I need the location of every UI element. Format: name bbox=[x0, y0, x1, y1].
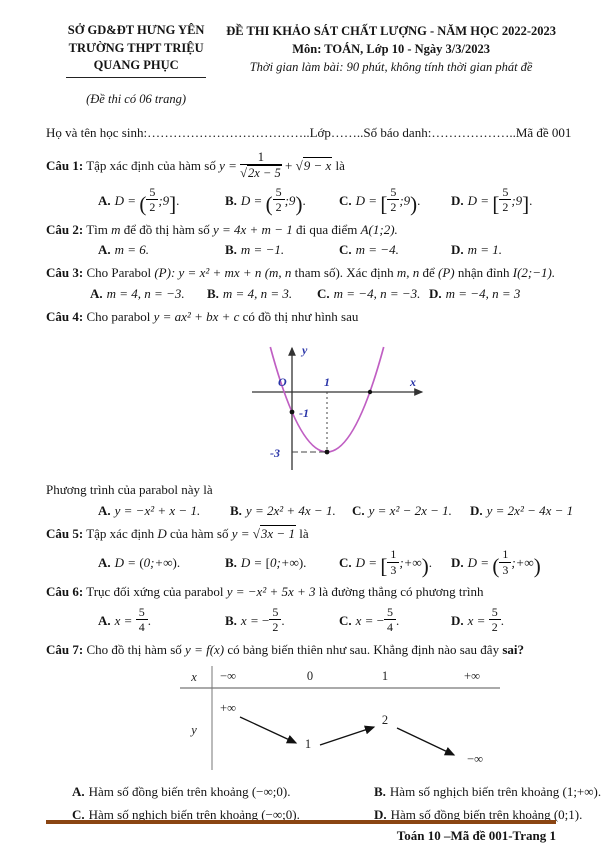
x-value-pos-inf: +∞ bbox=[464, 669, 480, 684]
option-end: . bbox=[147, 612, 151, 628]
q5-stem-2: của hàm số bbox=[169, 525, 229, 541]
option-rest: ;9 bbox=[284, 192, 296, 208]
option-rest: ;9 bbox=[399, 192, 411, 208]
x-intercept-point bbox=[368, 390, 372, 394]
y-tick-minus3-label: -3 bbox=[270, 446, 280, 461]
open-delimiter: [ bbox=[380, 191, 388, 216]
option-pre: D = bbox=[355, 555, 378, 571]
option-letter: B. bbox=[207, 285, 219, 301]
option-letter: B. bbox=[225, 242, 237, 258]
frac-numerator: 5 bbox=[489, 606, 501, 620]
q1-option-b bbox=[225, 186, 339, 215]
option-pre: x = bbox=[240, 612, 259, 628]
q7-stem-1: Cho đồ thị hàm số bbox=[86, 641, 182, 657]
option-text: m = 1. bbox=[467, 242, 503, 258]
option-letter: C. bbox=[72, 807, 85, 823]
q1-plus: + bbox=[284, 158, 293, 174]
q1-fraction bbox=[240, 150, 282, 180]
frac-denominator: 2 bbox=[275, 200, 282, 215]
option-letter: C. bbox=[339, 192, 352, 208]
option-letter: C. bbox=[339, 242, 352, 258]
frac-denominator: 2 bbox=[149, 200, 156, 215]
option-rest: ;+∞ bbox=[399, 555, 422, 571]
open-delimiter: [ bbox=[265, 554, 270, 570]
option-text: m = 6. bbox=[114, 242, 150, 258]
q2-options bbox=[46, 242, 556, 258]
option-letter: A. bbox=[98, 612, 111, 628]
radical-sign: √ bbox=[252, 525, 260, 541]
option-pre: D = bbox=[355, 192, 378, 208]
q1-option-d bbox=[451, 186, 556, 215]
option-letter: D. bbox=[429, 285, 442, 301]
y-row-label: y bbox=[191, 723, 197, 738]
q6-option-d bbox=[451, 606, 556, 635]
option-letter: D. bbox=[451, 242, 464, 258]
option-text: m = 4, n = −3. bbox=[106, 285, 185, 301]
x-value-neg-inf: −∞ bbox=[220, 669, 236, 684]
option-fraction bbox=[136, 606, 148, 635]
q7-option-a bbox=[72, 784, 374, 800]
q3-stem-4: nhận đỉnh bbox=[457, 265, 510, 281]
q5-label: Câu 5: bbox=[46, 525, 84, 541]
option-content: 0;+∞ bbox=[143, 554, 173, 570]
q2-stem-2: để đồ thị hàm số bbox=[123, 221, 210, 237]
q3-stem-3: để bbox=[422, 265, 435, 281]
q3-stem-2: tham số). Xác định bbox=[294, 265, 394, 281]
class-label: Lớp bbox=[309, 125, 331, 140]
q1-option-c bbox=[339, 186, 451, 215]
q5-option-a bbox=[98, 555, 225, 571]
origin-label: O bbox=[278, 375, 287, 390]
q5-options bbox=[46, 548, 556, 577]
q2-label: Câu 2: bbox=[46, 221, 84, 237]
open-delimiter: ( bbox=[492, 554, 500, 579]
q4-stem-1: Cho parabol bbox=[86, 308, 151, 324]
close-delimiter: ] bbox=[169, 191, 177, 216]
variation-table-figure bbox=[180, 664, 502, 772]
option-letter: A. bbox=[98, 192, 111, 208]
time-line: Thời gian làm bài: 90 phút, không tính thời gian phát đề bbox=[249, 60, 533, 75]
frac-denominator: 3 bbox=[502, 562, 509, 577]
option-fraction bbox=[269, 606, 281, 635]
option-letter: A. bbox=[98, 242, 111, 258]
option-fraction bbox=[387, 186, 399, 215]
q3-option-d bbox=[429, 286, 556, 302]
arrow-decreasing-2 bbox=[397, 728, 454, 755]
q1-radicand-1: 2x − 5 bbox=[247, 166, 281, 180]
option-letter: B. bbox=[230, 502, 242, 518]
option-text: Hàm số nghịch biến trên khoảng (−∞;0). bbox=[88, 807, 300, 823]
q7-math-fx: y = f(x) bbox=[185, 641, 225, 657]
option-content: 0;+∞ bbox=[269, 554, 299, 570]
q3-math-mn: m, n bbox=[396, 265, 420, 281]
q2-math-line: y = 4x + m − 1 bbox=[212, 221, 293, 237]
option-fraction bbox=[384, 606, 396, 635]
q7-emphasis: sai? bbox=[502, 641, 524, 657]
option-pre: x = bbox=[467, 612, 486, 628]
q6-option-a bbox=[98, 606, 225, 635]
q7-stem-2: có bảng biến thiên như sau. Khẳng định nào sau đây bbox=[227, 641, 500, 657]
frac-numerator: 5 bbox=[136, 606, 148, 620]
option-pre: D = bbox=[467, 555, 490, 571]
q3-label: Câu 3: bbox=[46, 265, 84, 281]
option-pre: x = bbox=[355, 612, 374, 628]
q1-frac-denominator bbox=[240, 165, 282, 180]
q4-option-d bbox=[470, 503, 573, 519]
option-letter: D. bbox=[374, 807, 387, 823]
option-text: Hàm số đồng biến trên khoảng (−∞;0). bbox=[88, 784, 291, 800]
option-letter: D. bbox=[451, 192, 464, 208]
footer-text: Toán 10 –Mã đề 001-Trang 1 bbox=[396, 828, 556, 843]
q4-subquestion bbox=[46, 480, 556, 500]
q3-math-vertex: I(2;−1). bbox=[512, 265, 556, 281]
option-pre: x = bbox=[114, 612, 133, 628]
q1-radicand-2: 9 − x bbox=[303, 158, 332, 174]
q4-sub-text: Phương trình của parabol này là bbox=[46, 482, 213, 498]
q1-sqrt-2 bbox=[296, 157, 333, 173]
option-letter: A. bbox=[98, 502, 111, 518]
q6-option-b bbox=[225, 606, 339, 635]
option-letter: A. bbox=[98, 554, 111, 570]
department-name: SỞ GD&ĐT HƯNG YÊN bbox=[67, 23, 205, 37]
frac-numerator: 5 bbox=[499, 186, 511, 200]
close-delimiter: ) bbox=[421, 554, 429, 579]
q2-math-m: m bbox=[111, 221, 121, 237]
option-pre: D = bbox=[467, 192, 490, 208]
question-4 bbox=[46, 307, 556, 327]
q4-option-a bbox=[98, 503, 230, 519]
option-pre: D = bbox=[114, 192, 137, 208]
option-letter: B. bbox=[225, 612, 237, 628]
q3-option-c bbox=[317, 286, 429, 302]
option-fraction bbox=[387, 548, 399, 577]
q3-option-b bbox=[207, 286, 317, 302]
frac-denominator: 3 bbox=[390, 562, 397, 577]
frac-denominator: 2 bbox=[272, 620, 279, 635]
footer-rule bbox=[46, 820, 556, 824]
option-pre: D = bbox=[240, 192, 263, 208]
open-delimiter: [ bbox=[492, 191, 500, 216]
option-letter: B. bbox=[225, 192, 237, 208]
candidate-id-label: Số báo danh: bbox=[363, 125, 432, 140]
y-end-value: −∞ bbox=[467, 752, 483, 767]
option-text: y = 2x² − 4x − 1 bbox=[486, 502, 574, 518]
q2-stem-3: đi qua điểm bbox=[295, 221, 358, 237]
q5-option-b bbox=[225, 555, 339, 571]
q4-figure-wrap bbox=[232, 332, 556, 476]
q5-option-c bbox=[339, 548, 451, 577]
frac-numerator: 1 bbox=[387, 548, 399, 562]
y-start-value: +∞ bbox=[220, 701, 236, 716]
q7-options bbox=[46, 784, 602, 823]
q1-tail: là bbox=[335, 158, 345, 174]
option-sign: − bbox=[261, 612, 270, 628]
question-2 bbox=[46, 220, 556, 240]
x-row-label: x bbox=[191, 670, 197, 685]
open-delimiter: ( bbox=[139, 554, 144, 570]
open-delimiter: ( bbox=[139, 191, 147, 216]
option-text: Hàm số nghịch biến trên khoảng (1;+∞). bbox=[389, 784, 602, 800]
option-text: m = 4, n = 3. bbox=[222, 285, 293, 301]
option-text: m = −4. bbox=[355, 242, 399, 258]
x-value-1: 1 bbox=[381, 669, 389, 684]
frac-numerator: 5 bbox=[269, 606, 281, 620]
frac-denominator: 2 bbox=[390, 200, 397, 215]
q5-tail: là bbox=[299, 525, 309, 541]
q5-radicand: 3x − 1 bbox=[260, 525, 295, 541]
option-letter: C. bbox=[339, 612, 352, 628]
option-letter: C. bbox=[339, 555, 352, 571]
option-end: . bbox=[302, 192, 306, 208]
option-letter: B. bbox=[374, 784, 386, 800]
frac-numerator: 1 bbox=[499, 548, 511, 562]
option-text: m = −4, n = −3. bbox=[333, 285, 421, 301]
option-sign: − bbox=[376, 612, 385, 628]
candidate-id-dots: ……………….. bbox=[431, 125, 516, 140]
q5-sqrt bbox=[253, 525, 296, 541]
option-end: . bbox=[529, 192, 533, 208]
option-end: . bbox=[176, 554, 181, 570]
parabola-curve bbox=[270, 347, 383, 452]
option-end: . bbox=[500, 612, 504, 628]
q6-options bbox=[46, 606, 556, 635]
pages-note: (Đề thi có 06 trang) bbox=[86, 91, 187, 106]
q7-label: Câu 7: bbox=[46, 641, 84, 657]
question-1 bbox=[46, 150, 556, 180]
q1-math-lhs: y = bbox=[219, 158, 237, 174]
q3-math-p: (P) bbox=[438, 265, 455, 281]
radical-sign: √ bbox=[240, 166, 247, 180]
option-rest: ;9 bbox=[158, 192, 170, 208]
option-fraction bbox=[499, 186, 511, 215]
q2-stem-1: Tìm bbox=[86, 221, 108, 237]
q3-math-params: (m, n bbox=[264, 265, 292, 281]
q2-option-b bbox=[225, 242, 339, 258]
option-text: y = x² − 2x − 1. bbox=[368, 502, 452, 518]
option-letter: C. bbox=[317, 285, 330, 301]
y-axis-label: y bbox=[302, 343, 308, 358]
option-end: . bbox=[303, 554, 307, 570]
exam-code: Mã đề 001 bbox=[515, 125, 572, 140]
close-delimiter: ] bbox=[522, 191, 530, 216]
arrow-increasing bbox=[320, 727, 374, 745]
option-end: . bbox=[417, 192, 421, 208]
q2-option-d bbox=[451, 242, 556, 258]
x-tick-label: 1 bbox=[324, 375, 330, 390]
frac-denominator: 4 bbox=[138, 620, 145, 635]
open-delimiter: ( bbox=[265, 191, 273, 216]
q4-option-c bbox=[352, 503, 470, 519]
school-name: TRƯỜNG THPT TRIỆU QUANG PHỤC bbox=[68, 40, 204, 72]
parabola-figure bbox=[232, 332, 442, 472]
exam-header bbox=[46, 22, 556, 108]
q4-stem-2: có đồ thị như hình sau bbox=[242, 308, 359, 324]
frac-denominator: 2 bbox=[502, 200, 509, 215]
x-axis-label: x bbox=[410, 375, 416, 390]
option-fraction bbox=[499, 548, 511, 577]
page-footer bbox=[46, 820, 556, 844]
q6-stem-2: là đường thẳng có phương trình bbox=[318, 584, 484, 600]
question-5 bbox=[46, 524, 556, 544]
exam-title: ĐỀ THI KHẢO SÁT CHẤT LƯỢNG - NĂM HỌC 2022-2023 bbox=[226, 24, 556, 38]
option-text: Hàm số đồng biến trên khoảng (0;1). bbox=[390, 807, 583, 823]
option-letter: D. bbox=[470, 502, 483, 518]
q6-label: Câu 6: bbox=[46, 584, 84, 600]
option-fraction bbox=[489, 606, 501, 635]
option-end: . bbox=[176, 192, 180, 208]
question-7 bbox=[46, 640, 556, 660]
q7-table-wrap bbox=[180, 664, 556, 776]
issuer-block bbox=[46, 22, 226, 108]
option-text: m = −4, n = 3 bbox=[445, 285, 521, 301]
option-text: y = −x² + x − 1. bbox=[114, 502, 201, 518]
option-letter: D. bbox=[451, 555, 464, 571]
q6-math-equation: y = −x² + 5x + 3 bbox=[226, 584, 316, 600]
q7-option-b bbox=[374, 784, 601, 800]
option-end: . bbox=[396, 612, 400, 628]
frac-numerator: 5 bbox=[387, 186, 399, 200]
close-delimiter: ) bbox=[295, 191, 303, 216]
school-underline bbox=[66, 76, 206, 78]
option-letter: A. bbox=[90, 285, 103, 301]
student-name-dots: ……………………………….. bbox=[147, 125, 310, 140]
q6-stem-1: Trục đối xứng của parabol bbox=[86, 584, 224, 600]
option-end: . bbox=[428, 555, 432, 571]
option-letter: D. bbox=[451, 612, 464, 628]
q1-option-a bbox=[98, 186, 225, 215]
question-3 bbox=[46, 263, 556, 283]
q5-stem-1: Tập xác định bbox=[86, 525, 155, 541]
q2-option-a bbox=[98, 242, 225, 258]
option-text: y = 2x² + 4x − 1. bbox=[245, 502, 336, 518]
q1-options bbox=[46, 186, 556, 215]
class-dots: …….. bbox=[330, 125, 364, 140]
q5-option-d bbox=[451, 548, 556, 577]
frac-numerator: 5 bbox=[146, 186, 158, 200]
option-end: . bbox=[281, 612, 285, 628]
y-tick-minus1-label: -1 bbox=[299, 406, 309, 421]
q4-math-equation: y = ax² + bx + c bbox=[153, 308, 240, 324]
arrow-decreasing-1 bbox=[240, 717, 296, 743]
subject-line: Môn: TOÁN, Lớp 10 - Ngày 3/3/2023 bbox=[292, 42, 490, 57]
frac-numerator: 5 bbox=[384, 606, 396, 620]
radical-sign: √ bbox=[295, 158, 303, 174]
frac-denominator: 4 bbox=[387, 620, 394, 635]
q1-label: Câu 1: bbox=[46, 158, 84, 174]
q2-math-point: A(1;2). bbox=[360, 221, 398, 237]
frac-numerator: 5 bbox=[273, 186, 285, 200]
q1-stem: Tập xác định của hàm số bbox=[86, 158, 216, 174]
option-fraction bbox=[146, 186, 158, 215]
q2-option-c bbox=[339, 242, 451, 258]
y-local-min-value: 1 bbox=[304, 737, 312, 752]
q5-math-lhs: y = bbox=[231, 525, 250, 541]
q4-option-b bbox=[230, 503, 352, 519]
q1-frac-numerator: 1 bbox=[240, 150, 282, 165]
option-rest: ;9 bbox=[511, 192, 523, 208]
student-info-line bbox=[46, 125, 572, 141]
option-letter: C. bbox=[352, 502, 365, 518]
open-delimiter: [ bbox=[380, 554, 388, 579]
vertex-point bbox=[325, 450, 330, 455]
title-block bbox=[226, 22, 556, 108]
close-delimiter: ) bbox=[172, 554, 177, 570]
x-value-0: 0 bbox=[306, 669, 314, 684]
option-rest: ;+∞ bbox=[511, 555, 534, 571]
option-letter: A. bbox=[72, 784, 85, 800]
option-text: m = −1. bbox=[240, 242, 285, 258]
y-local-max-value: 2 bbox=[381, 713, 389, 728]
q3-math-parabola: (P): y = x² + mx + n bbox=[154, 265, 262, 281]
question-6 bbox=[46, 582, 556, 602]
q4-label: Câu 4: bbox=[46, 308, 84, 324]
student-name-label: Họ và tên học sinh: bbox=[46, 125, 148, 140]
close-delimiter: ) bbox=[298, 554, 304, 570]
option-pre: D = bbox=[240, 554, 263, 570]
q5-math-d: D bbox=[157, 525, 167, 541]
q3-option-a bbox=[90, 286, 207, 302]
q6-option-c bbox=[339, 606, 451, 635]
frac-denominator: 2 bbox=[491, 620, 498, 635]
option-fraction bbox=[273, 186, 285, 215]
close-delimiter: ) bbox=[533, 554, 541, 579]
q3-options bbox=[46, 286, 556, 302]
q4-options bbox=[46, 502, 574, 519]
option-pre: D = bbox=[114, 554, 137, 570]
y-intercept-point bbox=[290, 410, 295, 415]
close-delimiter: ) bbox=[410, 191, 418, 216]
q3-stem-1: Cho Parabol bbox=[86, 265, 152, 281]
option-letter: B. bbox=[225, 554, 237, 570]
